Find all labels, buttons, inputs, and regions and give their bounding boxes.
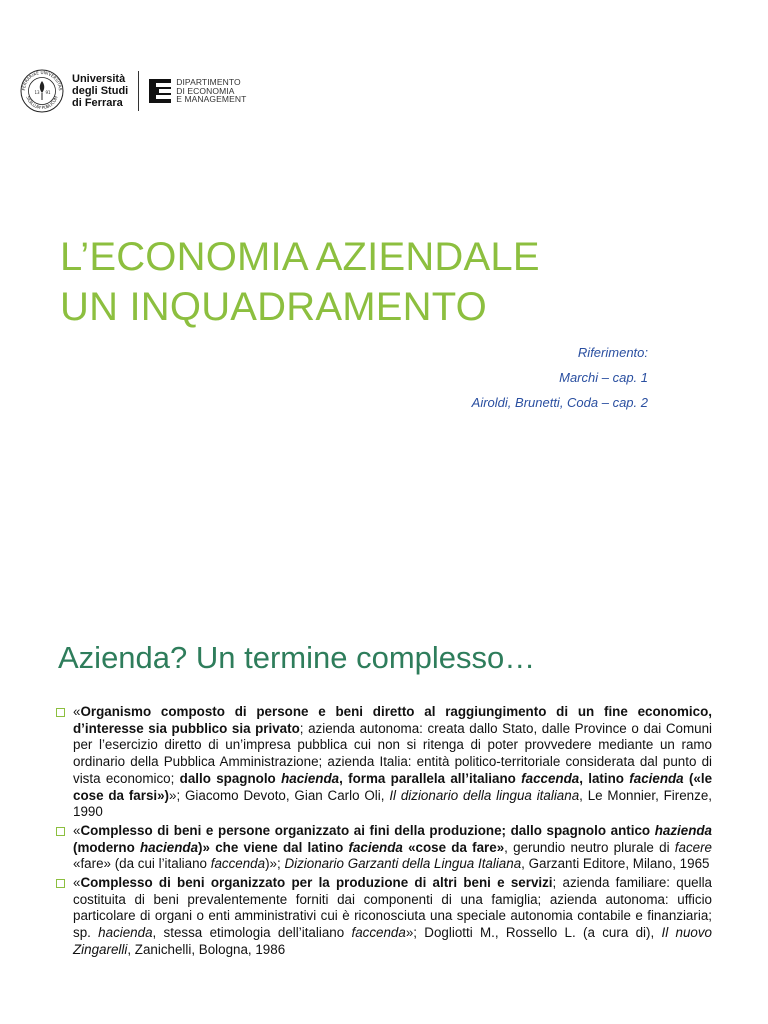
university-name-line: Università xyxy=(72,73,126,85)
slide-title xyxy=(60,232,540,332)
reference-item: Airoldi, Brunetti, Coda – cap. 2 xyxy=(471,395,648,410)
university-name-line: degli Studi xyxy=(72,85,129,97)
definition-text: «Complesso di beni e persone organizzato ai fini della produzione; dallo spagnolo antico hazienda (moderno hacienda)» che viene dal latino facienda «cose da fare», gerundio neutro plurale di facere «fare» (da cui l’italiano faccenda)»; Dizionario Garzanti della Lingua Italiana, Garzanti Editore, Milano, 1965 xyxy=(73,822,712,872)
svg-text:FERRARIAE UNIVERSITAS: FERRARIAE UNIVERSITAS xyxy=(20,69,64,91)
reference-heading: Riferimento: xyxy=(577,345,648,360)
definition-list xyxy=(56,704,712,961)
bullet-box-icon xyxy=(56,879,65,888)
department-name-line: E MANAGEMENT xyxy=(176,94,247,105)
department-name xyxy=(176,78,246,104)
references xyxy=(472,340,648,415)
content-slide-title: Azienda? Un termine complesso… xyxy=(58,640,536,675)
bullet-box-icon xyxy=(56,827,65,836)
logo-divider xyxy=(138,71,139,111)
definition-item xyxy=(56,704,712,821)
university-seal-icon xyxy=(20,69,64,113)
definition-text: «Complesso di beni organizzato per la produzione di altri beni e servizi; azienda familiare: quella costituita di beni prevalentemente forniti dai componenti di una famiglia; azienda autonoma: ufficio particolare di organi o enti amministrativi cui è riconosciuta una speciale autonomia contabile e finanziaria; sp. hacienda, stessa etimologia dell’italiano faccenda»; Dogliotti M., Rossello L. (a cura di), Il nuovo Zingarelli, Zanichelli, Bologna, 1986 xyxy=(73,875,712,957)
bullet-box-icon xyxy=(56,708,65,717)
department-logo-icon xyxy=(149,79,171,103)
department-name-line: DI ECONOMIA xyxy=(176,85,235,96)
svg-text:13: 13 xyxy=(34,90,40,95)
definition-item xyxy=(56,875,712,959)
department-name-line: DIPARTIMENTO xyxy=(176,77,241,88)
university-name-line: di Ferrara xyxy=(72,97,123,109)
header-logos xyxy=(20,66,246,116)
slide-title-line: UN INQUADRAMENTO xyxy=(60,285,487,329)
svg-text:91: 91 xyxy=(45,90,51,95)
reference-item: Marchi – cap. 1 xyxy=(559,370,648,385)
svg-text:SIGILLUM PUBLICUM: SIGILLUM PUBLICUM xyxy=(25,95,59,111)
slide-title-line: L’ECONOMIA AZIENDALE xyxy=(60,235,540,279)
definition-text: «Organismo composto di persone e beni diretto al raggiungimento di un fine economico, d’interesse sia pubblico sia privato; azienda autonoma: creata dallo Stato, dalle Province o dai Comuni per l’esercizio diretto di un’impresa pubblica cui non si ritenga di poter provvedere mediante un ramo ordinario della Pubblica Amministrazione; azienda Italia: entità politico-territoriale considerata dal punto di vista economico; dallo spagnolo hacienda, forma parallela all’italiano faccenda, latino facienda («le cose da farsi»)»; Giacomo Devoto, Gian Carlo Oli, Il dizionario della lingua italiana, Le Monnier, Firenze, 1990 xyxy=(73,704,713,820)
university-name xyxy=(72,73,128,109)
definition-item xyxy=(56,823,712,873)
content-slide xyxy=(0,620,768,1024)
